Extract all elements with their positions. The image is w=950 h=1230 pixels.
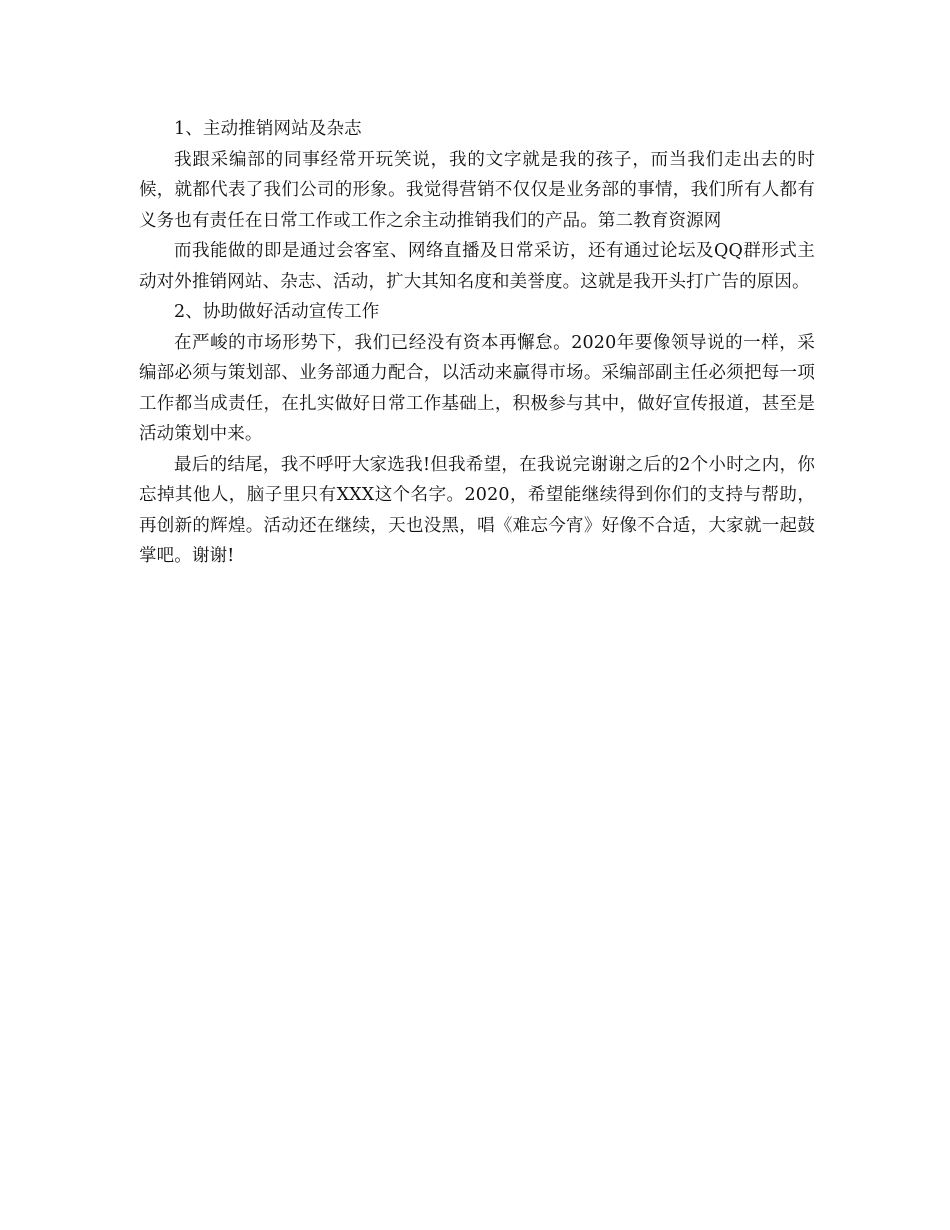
paragraph-4: 最后的结尾，我不呼吁大家选我!但我希望，在我说完谢谢之后的2个小时之内，你忘掉其他人，脑子里只有XXX这个名字。2020，希望能继续得到你们的支持与帮助，再创新的辉煌。活动还在继续，天也没黑，唱《难忘今宵》好像不合适，大家就一起鼓掌吧。谢谢! [139,454,815,566]
section-heading-2: 2、协助做好活动宣传工作 [174,302,380,322]
paragraph-1: 我跟采编部的同事经常开玩笑说，我的文字就是我的孩子，而当我们走出去的时候，就都代表了我们公司的形象。我觉得营销不仅仅是业务部的事情，我们所有人都有义务也有责任在日常工作或工作之余主动推销我们的产品。第二教育资源网 [139,149,815,231]
paragraph-2: 而我能做的即是通过会客室、网络直播及日常采访，还有通过论坛及QQ群形式主动对外推销网站、杂志、活动，扩大其知名度和美誉度。这就是我开头打广告的原因。 [139,241,815,292]
document-page [139,114,815,572]
section-heading-1: 1、主动推销网站及杂志 [174,119,362,139]
paragraph-3: 在严峻的市场形势下，我们已经没有资本再懈怠。2020年要像领导说的一样，采编部必须与策划部、业务部通力配合，以活动来赢得市场。采编部副主任必须把每一项工作都当成责任，在扎实做好日常工作基础上，积极参与其中，做好宣传报道，甚至是活动策划中来。 [139,332,815,444]
